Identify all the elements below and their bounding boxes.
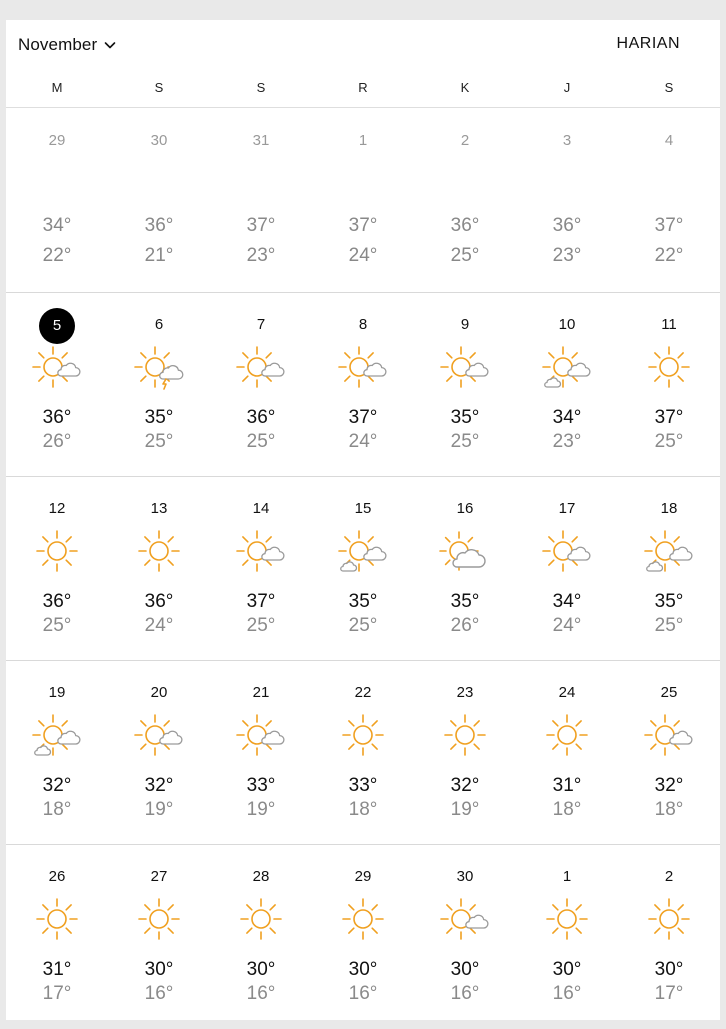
sun-cloud-icon <box>31 345 83 393</box>
day-date: 19 <box>48 684 66 701</box>
day-cell[interactable] <box>210 845 312 1029</box>
day-cell[interactable] <box>618 661 720 845</box>
weekday-label: M <box>51 80 63 95</box>
day-cell[interactable] <box>414 293 516 477</box>
high-temp: 31° <box>42 959 72 980</box>
day-date: 2 <box>664 868 674 885</box>
high-temp: 30° <box>654 959 684 980</box>
low-temp: 25° <box>144 431 174 452</box>
low-temp: 18° <box>348 799 378 820</box>
week-row <box>6 293 720 477</box>
day-cell[interactable] <box>516 661 618 845</box>
day-date: 25 <box>660 684 678 701</box>
high-temp: 34° <box>552 407 582 428</box>
high-temp: 37° <box>246 591 276 612</box>
low-temp: 22° <box>42 245 72 266</box>
day-date: 24 <box>558 684 576 701</box>
week-row <box>6 477 720 661</box>
week-row <box>6 109 720 293</box>
day-date: 10 <box>558 316 576 333</box>
day-date: 26 <box>48 868 66 885</box>
high-temp: 37° <box>348 215 378 236</box>
high-temp: 35° <box>654 591 684 612</box>
low-temp: 22° <box>654 245 684 266</box>
day-cell <box>516 109 618 293</box>
low-temp: 21° <box>144 245 174 266</box>
day-cell[interactable] <box>210 477 312 661</box>
day-cell[interactable] <box>210 293 312 477</box>
low-temp: 25° <box>450 245 480 266</box>
weekday-label: S <box>256 80 266 95</box>
low-temp: 16° <box>348 983 378 1004</box>
sun-icon <box>643 897 695 945</box>
sun-cloud-icon <box>337 345 389 393</box>
day-date: 2 <box>460 132 470 149</box>
day-cell[interactable] <box>516 477 618 661</box>
day-date: 16 <box>456 500 474 517</box>
low-temp: 23° <box>552 431 582 452</box>
day-cell[interactable] <box>312 293 414 477</box>
day-cell[interactable] <box>6 845 108 1029</box>
weekday-label: K <box>460 80 470 95</box>
day-date: 29 <box>354 868 372 885</box>
sun-icon <box>133 897 185 945</box>
low-temp: 16° <box>552 983 582 1004</box>
day-date: 7 <box>256 316 266 333</box>
low-temp: 25° <box>42 615 72 636</box>
day-cell[interactable] <box>312 477 414 661</box>
day-date: 6 <box>154 316 164 333</box>
low-temp: 26° <box>450 615 480 636</box>
sun-cloud-icon <box>643 713 695 761</box>
sun-cloud-icon <box>541 529 593 577</box>
high-temp: 34° <box>552 591 582 612</box>
day-cell[interactable] <box>414 477 516 661</box>
high-temp: 37° <box>246 215 276 236</box>
day-cell <box>618 109 720 293</box>
day-cell[interactable] <box>108 293 210 477</box>
day-date: 18 <box>660 500 678 517</box>
day-date: 11 <box>661 316 677 333</box>
day-date: 22 <box>354 684 372 701</box>
high-temp: 30° <box>246 959 276 980</box>
day-date: 15 <box>354 500 372 517</box>
high-temp: 35° <box>144 407 174 428</box>
sun-cloud-icon <box>439 897 491 945</box>
low-temp: 25° <box>246 431 276 452</box>
day-cell[interactable] <box>516 845 618 1029</box>
low-temp: 24° <box>144 615 174 636</box>
today-date: 5 <box>39 308 75 344</box>
weekday-label: R <box>358 80 368 95</box>
sun-icon <box>337 713 389 761</box>
week-row <box>6 661 720 845</box>
sun-icon <box>541 897 593 945</box>
day-cell[interactable] <box>108 477 210 661</box>
chevron-down-icon <box>103 38 117 52</box>
day-date: 23 <box>456 684 474 701</box>
high-temp: 32° <box>654 775 684 796</box>
sun-cloud-icon <box>439 345 491 393</box>
day-date: 8 <box>358 316 368 333</box>
high-temp: 37° <box>348 407 378 428</box>
sun-two-clouds-icon <box>31 713 83 761</box>
day-date: 13 <box>150 500 168 517</box>
low-temp: 25° <box>654 431 684 452</box>
sun-icon <box>235 897 287 945</box>
day-cell[interactable] <box>312 845 414 1029</box>
low-temp: 26° <box>42 431 72 452</box>
high-temp: 37° <box>654 407 684 428</box>
day-date: 1 <box>358 132 368 149</box>
month-label: November <box>18 35 98 54</box>
day-cell[interactable] <box>108 845 210 1029</box>
day-date: 1 <box>562 868 572 885</box>
day-cell[interactable] <box>618 845 720 1029</box>
high-temp: 33° <box>246 775 276 796</box>
day-date: 30 <box>150 132 168 149</box>
high-temp: 30° <box>450 959 480 980</box>
day-cell[interactable] <box>414 845 516 1029</box>
day-cell[interactable] <box>6 661 108 845</box>
low-temp: 25° <box>348 615 378 636</box>
high-temp: 36° <box>552 215 582 236</box>
day-cell[interactable] <box>312 661 414 845</box>
partly-cloudy-icon <box>439 529 491 577</box>
low-temp: 17° <box>654 983 684 1004</box>
sun-two-clouds-icon <box>337 529 389 577</box>
low-temp: 24° <box>348 431 378 452</box>
day-date: 29 <box>48 132 66 149</box>
day-date: 28 <box>252 868 270 885</box>
sun-icon <box>31 529 83 577</box>
day-date: 12 <box>48 500 66 517</box>
sun-icon <box>439 713 491 761</box>
high-temp: 30° <box>348 959 378 980</box>
calendar-card <box>6 20 720 1020</box>
day-date: 9 <box>460 316 470 333</box>
high-temp: 31° <box>552 775 582 796</box>
low-temp: 16° <box>246 983 276 1004</box>
day-cell[interactable] <box>6 477 108 661</box>
day-date: 14 <box>252 500 270 517</box>
low-temp: 25° <box>450 431 480 452</box>
low-temp: 25° <box>654 615 684 636</box>
low-temp: 16° <box>450 983 480 1004</box>
day-cell <box>108 109 210 293</box>
day-cell[interactable] <box>414 661 516 845</box>
sun-icon <box>643 345 695 393</box>
weekday-label: S <box>664 80 674 95</box>
high-temp: 30° <box>144 959 174 980</box>
day-cell <box>312 109 414 293</box>
weekday-header <box>6 78 720 108</box>
high-temp: 32° <box>42 775 72 796</box>
day-date: 31 <box>252 132 270 149</box>
high-temp: 35° <box>348 591 378 612</box>
high-temp: 35° <box>450 407 480 428</box>
low-temp: 17° <box>42 983 72 1004</box>
high-temp: 36° <box>144 591 174 612</box>
calendar-grid <box>6 109 720 1029</box>
sun-cloud-icon <box>235 345 287 393</box>
day-cell[interactable] <box>108 661 210 845</box>
low-temp: 24° <box>552 615 582 636</box>
low-temp: 18° <box>654 799 684 820</box>
day-cell[interactable] <box>618 293 720 477</box>
day-date: 4 <box>664 132 674 149</box>
sun-cloud-icon <box>133 713 185 761</box>
sun-icon <box>133 529 185 577</box>
weekday-label: S <box>154 80 164 95</box>
high-temp: 32° <box>144 775 174 796</box>
sun-icon <box>337 897 389 945</box>
sun-icon <box>31 897 83 945</box>
day-date: 30 <box>456 868 474 885</box>
day-date: 21 <box>252 684 270 701</box>
week-row <box>6 845 720 1029</box>
day-date: 27 <box>150 868 168 885</box>
high-temp: 33° <box>348 775 378 796</box>
day-date: 3 <box>562 132 572 149</box>
low-temp: 16° <box>144 983 174 1004</box>
sun-two-clouds-icon <box>643 529 695 577</box>
low-temp: 18° <box>552 799 582 820</box>
low-temp: 23° <box>246 245 276 266</box>
sun-cloud-icon <box>235 529 287 577</box>
view-mode-button[interactable]: HARIAN <box>616 35 680 52</box>
high-temp: 37° <box>654 215 684 236</box>
calendar-header <box>6 20 720 68</box>
sun-two-clouds-icon <box>541 345 593 393</box>
low-temp: 19° <box>246 799 276 820</box>
low-temp: 25° <box>246 615 276 636</box>
day-cell <box>6 109 108 293</box>
high-temp: 36° <box>42 407 72 428</box>
high-temp: 34° <box>42 215 72 236</box>
sun-cloud-lightning-icon <box>133 345 185 393</box>
day-date: 17 <box>558 500 576 517</box>
low-temp: 18° <box>42 799 72 820</box>
day-cell[interactable] <box>516 293 618 477</box>
day-cell[interactable] <box>618 477 720 661</box>
low-temp: 24° <box>348 245 378 266</box>
high-temp: 36° <box>42 591 72 612</box>
low-temp: 19° <box>144 799 174 820</box>
low-temp: 23° <box>552 245 582 266</box>
day-cell <box>210 109 312 293</box>
high-temp: 36° <box>450 215 480 236</box>
weekday-label: J <box>563 80 571 95</box>
sun-cloud-icon <box>235 713 287 761</box>
low-temp: 19° <box>450 799 480 820</box>
day-cell[interactable] <box>210 661 312 845</box>
sun-icon <box>541 713 593 761</box>
day-cell <box>414 109 516 293</box>
high-temp: 30° <box>552 959 582 980</box>
high-temp: 35° <box>450 591 480 612</box>
day-cell[interactable] <box>6 293 108 477</box>
month-selector[interactable] <box>18 34 117 56</box>
high-temp: 36° <box>246 407 276 428</box>
high-temp: 36° <box>144 215 174 236</box>
day-date: 20 <box>150 684 168 701</box>
high-temp: 32° <box>450 775 480 796</box>
